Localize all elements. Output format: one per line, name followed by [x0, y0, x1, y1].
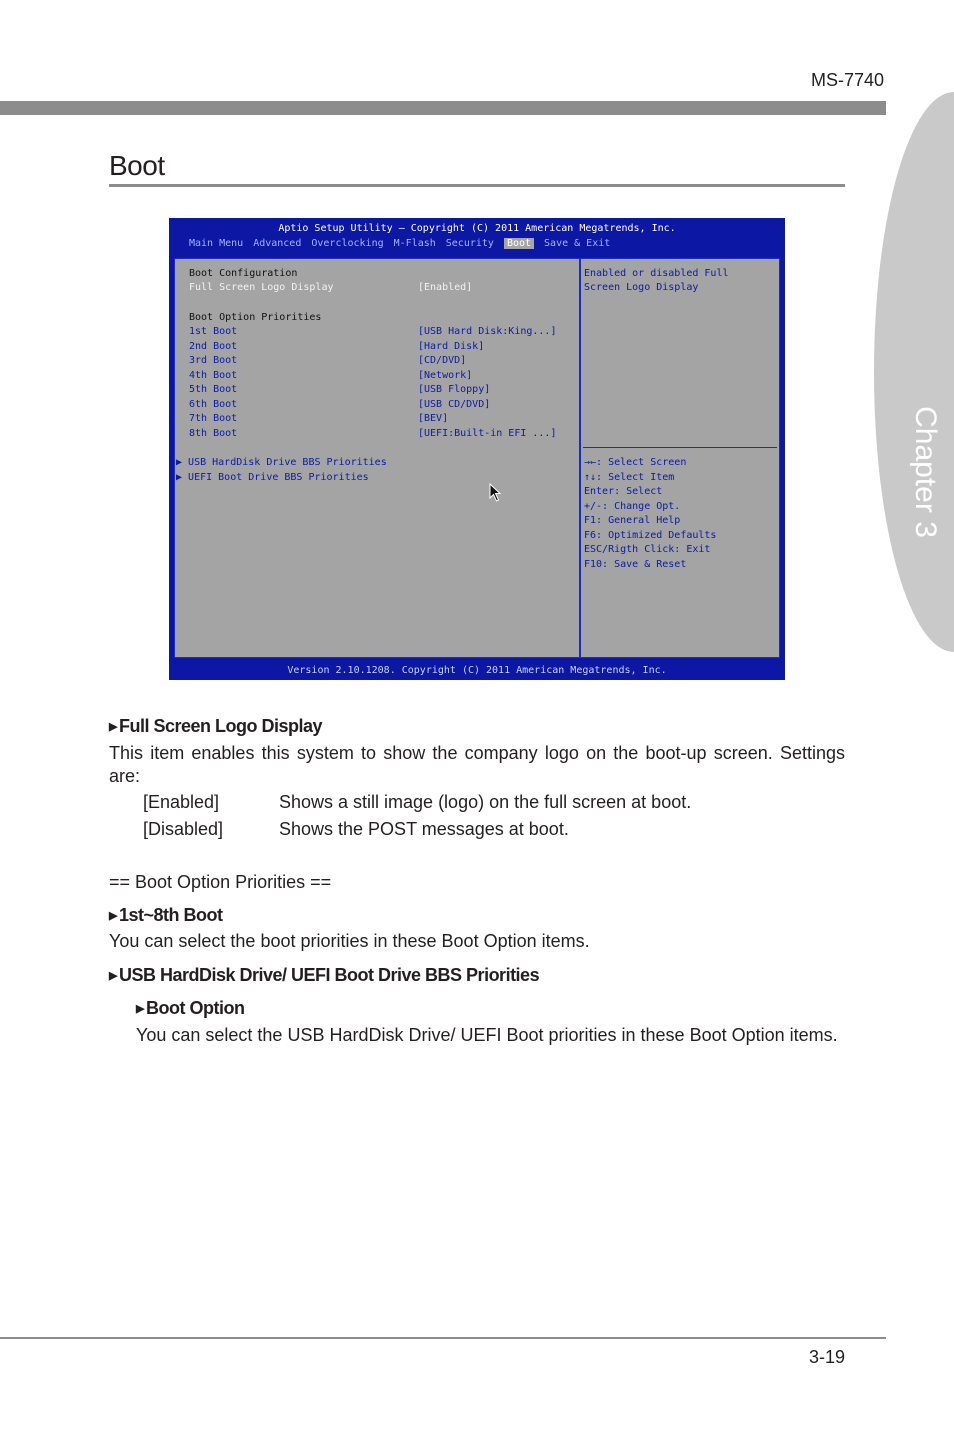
boot-item-label[interactable]: 1st Boot: [189, 326, 238, 337]
chapter-label: Chapter 3: [909, 406, 942, 538]
boot-range-heading: ▶ 1st~8th Boot: [109, 905, 223, 925]
full-screen-logo-heading: ▶ Full Screen Logo Display: [109, 716, 323, 736]
boot-item-value[interactable]: [UEFI:Built-in EFI ...]: [418, 428, 557, 439]
boot-item-value[interactable]: [USB Hard Disk:King...]: [418, 326, 557, 337]
key-help-line: ↑↓: Select Item: [584, 472, 675, 483]
bios-body: [172, 256, 782, 660]
bullet-arrow-icon: ▶: [109, 721, 117, 733]
bios-help-panel: [580, 258, 780, 658]
boot-item-value[interactable]: [USB Floppy]: [418, 384, 491, 395]
boot-item-value[interactable]: [Hard Disk]: [418, 341, 485, 352]
full-screen-logo-label[interactable]: Full Screen Logo Display: [189, 282, 334, 293]
help-text-line: Screen Logo Display: [584, 282, 699, 293]
boot-item-label[interactable]: 7th Boot: [189, 413, 238, 424]
boot-item-label[interactable]: 5th Boot: [189, 384, 238, 395]
setting-description: Shows a still image (logo) on the full screen at boot.: [279, 792, 692, 812]
page-title: Boot: [109, 150, 165, 181]
key-help-line: +/-: Change Opt.: [584, 501, 681, 512]
boot-range-description: You can select the boot priorities in these Boot Option items.: [109, 931, 590, 951]
bios-footer: Version 2.10.1208. Copyright (C) 2011 American Megatrends, Inc.: [287, 665, 667, 676]
model-number: MS-7740: [810, 70, 884, 90]
setting-description: Shows the POST messages at boot.: [279, 819, 569, 839]
boot-item-label[interactable]: 6th Boot: [189, 399, 238, 410]
setting-option: [Enabled]: [143, 792, 220, 812]
mouse-cursor-icon: [489, 483, 503, 503]
key-help-line: F10: Save & Reset: [584, 559, 687, 570]
key-help-line: →←: Select Screen: [584, 457, 687, 468]
title-divider: [109, 184, 845, 187]
help-text-line: Enabled or disabled Full: [584, 268, 729, 279]
boot-item-label[interactable]: 3rd Boot: [189, 355, 238, 366]
submenu-arrow-icon: ▶: [176, 472, 189, 483]
key-help-line: ESC/Rigth Click: Exit: [584, 544, 711, 555]
boot-item-label[interactable]: 8th Boot: [189, 428, 238, 439]
bios-header: Aptio Setup Utility – Copyright (C) 2011 American Megatrends, Inc.: [278, 223, 676, 234]
bios-menu-security[interactable]: Security: [445, 238, 494, 249]
boot-option-description: You can select the USB HardDisk Drive/ UEFI Boot priorities in these Boot Option items.: [136, 1025, 838, 1045]
setting-option: [Disabled]: [143, 819, 224, 839]
submenu-uefi-boot-bbs[interactable]: ▶ UEFI Boot Drive BBS Priorities: [176, 472, 369, 483]
key-help-line: F6: Optimized Defaults: [584, 530, 717, 541]
bios-menu-main[interactable]: Main Menu: [189, 238, 244, 249]
bios-settings-panel: [174, 258, 580, 658]
submenu-usb-harddisk-bbs[interactable]: ▶ USB HardDisk Drive BBS Priorities: [176, 457, 387, 468]
help-divider: [583, 447, 777, 448]
boot-item-value[interactable]: [USB CD/DVD]: [418, 399, 491, 410]
page-number: 3-19: [808, 1347, 845, 1367]
submenu-arrow-icon: ▶: [176, 457, 189, 468]
full-screen-logo-value[interactable]: [Enabled]: [418, 282, 473, 293]
boot-item-value[interactable]: [CD/DVD]: [418, 355, 467, 366]
key-help-line: Enter: Select: [584, 486, 663, 497]
bullet-arrow-icon: ▶: [109, 910, 117, 922]
bios-menu-save-exit[interactable]: Save & Exit: [544, 238, 611, 249]
boot-item-value[interactable]: [BEV]: [418, 413, 449, 424]
boot-option-priorities-label: Boot Option Priorities: [189, 312, 322, 323]
bios-menu-boot[interactable]: Boot: [504, 238, 534, 249]
bbs-priorities-heading: ▶ USB HardDisk Drive/ UEFI Boot Drive BBS Priorities: [109, 965, 540, 985]
bios-menu-overclocking[interactable]: Overclocking: [311, 238, 384, 249]
boot-item-value[interactable]: [Network]: [418, 370, 473, 381]
boot-option-priorities-marker: == Boot Option Priorities ==: [109, 872, 332, 892]
bios-menu-bar: [189, 238, 620, 249]
footer-divider: [0, 1337, 886, 1339]
bios-screenshot: [169, 218, 785, 680]
header-bar: [0, 101, 886, 115]
boot-item-label[interactable]: 2nd Boot: [189, 341, 238, 352]
bios-menu-advanced[interactable]: Advanced: [253, 238, 302, 249]
bios-menu-mflash[interactable]: M-Flash: [393, 238, 436, 249]
boot-configuration-label: Boot Configuration: [189, 268, 298, 279]
boot-option-heading: ▶ Boot Option: [136, 998, 245, 1018]
bullet-arrow-icon: ▶: [136, 1003, 144, 1015]
bullet-arrow-icon: ▶: [109, 970, 117, 982]
boot-item-label[interactable]: 4th Boot: [189, 370, 238, 381]
key-help-line: F1: General Help: [584, 515, 681, 526]
chapter-tab: [874, 92, 954, 652]
full-screen-logo-description: This item enables this system to show the company logo on the boot-up screen. Settings are:: [109, 743, 845, 786]
